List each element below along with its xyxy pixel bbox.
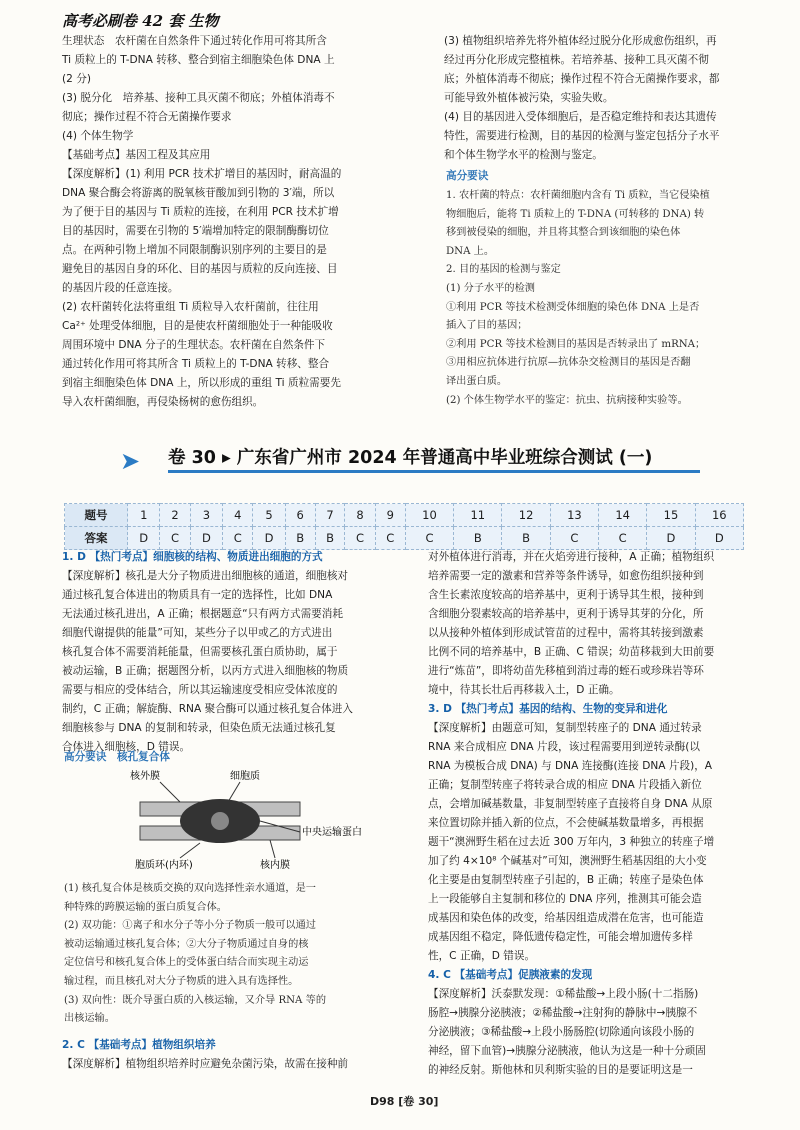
text-line: 被动运输，B 正确；据题图分析，以丙方式进入细胞核的物质 xyxy=(62,665,349,677)
left-column-bottom xyxy=(62,548,414,757)
answer-key-table xyxy=(64,503,744,550)
text-line: 培养需要一定的激素和营养等条件诱导，如愈伤组织接种到 xyxy=(428,570,704,582)
left-tip-title: 高分要诀 核孔复合体 xyxy=(64,751,170,763)
text-line: 的神经反射。斯他林和贝利斯实验的目的是要证明这是一 xyxy=(428,1064,693,1076)
question-number: 10 xyxy=(405,504,453,527)
question-number: 11 xyxy=(454,504,502,527)
text-line: (3) 双向性：既介导蛋白质的入核运输，又介导 RNA 等的 xyxy=(64,994,327,1006)
text-line: 经过再分化形成完整植株。若培养基、接种工具灭菌不彻 xyxy=(444,54,709,66)
text-line: 制约，C 正确；解旋酶、RNA 聚合酶可以通过核孔复合体进入 xyxy=(62,703,353,715)
answer-cell: C xyxy=(345,527,375,550)
right-column-bottom xyxy=(428,548,744,1080)
text-line: 合体进入细胞核，D 错误。 xyxy=(62,741,191,753)
question-number: 2 xyxy=(160,504,190,527)
answer-cell: C xyxy=(405,527,453,550)
text-line: 【深度解析】植物组织培养时应避免杂菌污染，故需在接种前 xyxy=(62,1058,349,1070)
left-tip-body xyxy=(64,880,414,1029)
text-line: (1) 核孔复合体是核质交换的双向选择性亲水通道，是一 xyxy=(64,883,316,894)
paper-plane-icon: ➤ xyxy=(120,447,141,475)
answer-cell: D xyxy=(695,527,743,550)
text-line: 目的基因时，需要在引物的 5′端增加特定的限制酶酶切位 xyxy=(62,225,329,237)
text-line: 【深度解析】由题意可知，复制型转座子的 DNA 通过转录 xyxy=(428,722,702,734)
nuclear-pore-diagram xyxy=(110,768,370,870)
text-line: 出核运输。 xyxy=(64,1013,115,1025)
text-line: 分泌胰液；③稀盐酸→上段小肠肠腔(切除通向该段小肠的 xyxy=(428,1026,695,1038)
text-line: 3. D 【热门考点】基因的结构、生物的变异和进化 xyxy=(428,703,668,715)
question-number: 7 xyxy=(315,504,345,527)
text-line: 底；外植体消毒不彻底；操作过程不符合无菌操作要求，都 xyxy=(444,73,720,85)
answer-cell: D xyxy=(253,527,285,550)
text-line: 通过核孔复合体进出的物质具有一定的选择性，比如 DNA xyxy=(62,589,333,601)
label-cytoplasm: 细胞质 xyxy=(230,771,260,782)
text-line: 含生长素浓度较高的培养基中，更利于诱导其生根，接种到 xyxy=(428,589,704,601)
question-number: 15 xyxy=(647,504,695,527)
text-line: ②利用 PCR 等技术检测目的基因是否转录出了 mRNA； xyxy=(446,338,706,350)
answer-cell: C xyxy=(599,527,647,550)
banner-title: 卷 30 ▸ 广东省广州市 2024 年普通高中毕业班综合测试 (一) xyxy=(168,448,653,468)
question-number: 16 xyxy=(695,504,743,527)
question-number: 14 xyxy=(599,504,647,527)
text-line: 化主要是由复制型转座子引起的，B 正确；转座子是染色体 xyxy=(428,874,704,886)
text-line: (4) 目的基因进入受体细胞后，是否稳定维持和表达其遗传 xyxy=(444,111,717,123)
text-line: 物细胞后，能将 Ti 质粒上的 T-DNA (可转移的 DNA) 转 xyxy=(446,208,705,220)
text-line: DNA 聚合酶会将游离的脱氧核苷酸加到引物的 3′端，所以 xyxy=(62,187,335,199)
text-line: 进行“炼苗”，即将幼苗先移植到消过毒的蛭石或珍珠岩等环 xyxy=(428,665,704,677)
question-number: 12 xyxy=(502,504,550,527)
answer-cell: C xyxy=(223,527,253,550)
text-line: 需要与相应的受体结合，所以其运输速度受相应受体浓度的 xyxy=(62,684,338,696)
question-number: 1 xyxy=(128,504,160,527)
text-line: 为了便于目的基因与 Ti 质粒的连接，在利用 PCR 技术扩增 xyxy=(62,206,339,218)
text-line: 插入了目的基因； xyxy=(446,320,528,332)
text-line: 比例不同的培养基中，B 正确、C 错误；幼苗移栽到大田前要 xyxy=(428,646,715,658)
label-cytoplasmic-ring: 胞质环(内环) xyxy=(135,860,193,870)
text-line: (3) 脱分化 培养基、接种工具灭菌不彻底；外植体消毒不 xyxy=(62,92,335,104)
question-number: 9 xyxy=(375,504,405,527)
answer-cell: B xyxy=(315,527,345,550)
left-q2 xyxy=(62,1036,414,1074)
text-line: 到宿主细胞染色体 DNA 上，所以形成的重组 Ti 质粒需要先 xyxy=(62,377,341,389)
text-line: RNA 为模板合成 DNA) 与 DNA 连接酶(连接 DNA 片段)，A xyxy=(428,760,713,772)
text-line: 【深度解析】(1) 利用 PCR 技术扩增目的基因时，耐高温的 xyxy=(62,168,342,180)
answer-cell: B xyxy=(454,527,502,550)
row-label: 答案 xyxy=(65,527,128,550)
text-line: 核孔复合体不需要消耗能量，但需要核孔蛋白质协助，属于 xyxy=(62,646,338,658)
text-line: (4) 个体生物学 xyxy=(62,130,134,142)
text-line: 2. 目的基因的检测与鉴定 xyxy=(446,264,561,276)
text-line: (2) 农杆菌转化法将重组 Ti 质粒导入农杆菌前，往往用 xyxy=(62,301,319,313)
text-line: 2. C 【基础考点】植物组织培养 xyxy=(62,1039,216,1051)
label-central-transporter: 中央运输蛋白 xyxy=(302,827,362,838)
text-line: 1. 农杆菌的特点：农杆菌细胞内含有 Ti 质粒，当它侵染植 xyxy=(446,190,710,201)
right-tip-body xyxy=(446,187,746,410)
text-line: 细胞代谢提供的能量”可知，某些分子以甲或乙的方式进出 xyxy=(62,627,333,639)
text-line: 无法通过核孔进出，A 正确；根据题意“只有两方式需要消耗 xyxy=(62,608,343,620)
text-line: 特性，需要进行检测，目的基因的检测与鉴定包括分子水平 xyxy=(444,130,720,142)
left-column-top xyxy=(62,32,414,412)
text-line: Ti 质粒上的 T-DNA 转移、整合到宿主细胞染色体 DNA 上 xyxy=(62,54,335,66)
text-line: (2 分) xyxy=(62,73,91,85)
text-line: Ca²⁺ 处理受体细胞，目的是使农杆菌细胞处于一种能吸收 xyxy=(62,320,333,332)
text-line: 种特殊的跨膜运输的蛋白质复合体。 xyxy=(64,901,227,913)
text-line: DNA 上。 xyxy=(446,245,495,257)
question-number: 5 xyxy=(253,504,285,527)
text-line: (2) 双功能：①离子和水分子等小分子物质一般可以通过 xyxy=(64,920,316,932)
text-line: 4. C 【基础考点】促胰液素的发现 xyxy=(428,969,593,981)
text-line: 加了约 4×10⁸ 个碱基对”可知，澳洲野生稻基因组的大小变 xyxy=(428,855,707,867)
text-line: 被动运输通过核孔复合体；②大分子物质通过自身的核 xyxy=(64,938,309,950)
page-footer: D98 [卷 30] xyxy=(370,1095,439,1108)
text-line: 的基因片段的任意连接。 xyxy=(62,282,179,294)
text-line: 彻底；操作过程不符合无菌操作要求 xyxy=(62,111,232,123)
text-line: 译出蛋白质。 xyxy=(446,375,508,387)
answer-cell: D xyxy=(190,527,222,550)
text-line: 成基因组不稳定，降低遗传稳定性，可能会增加遗传多样 xyxy=(428,931,693,943)
answer-cell: C xyxy=(160,527,190,550)
text-line: 避免目的基因自身的环化、目的基因与质粒的反向连接、目 xyxy=(62,263,338,275)
answer-cell: D xyxy=(647,527,695,550)
text-line: 细胞核参与 DNA 的复制和转录，但染色质无法通过核孔复 xyxy=(62,722,336,734)
text-line: 【深度解析】沃泰默发现：①稀盐酸→上段小肠(十二指肠) xyxy=(428,988,699,1000)
answer-cell: B xyxy=(285,527,315,550)
text-line: 来位置切除并插入新的位点，不会使碱基数量增多，再根据 xyxy=(428,817,704,829)
text-line: 神经，留下血管)→胰腺分泌胰液，他认为这是一种十分顽固 xyxy=(428,1045,706,1057)
question-number: 13 xyxy=(550,504,598,527)
banner-underline xyxy=(168,470,700,473)
right-tip-title: 高分要诀 xyxy=(446,170,489,182)
text-line: 境中，待其长壮后再移栽入土，D 正确。 xyxy=(428,684,620,696)
answer-cell: D xyxy=(128,527,160,550)
text-line: 【基础考点】基因工程及其应用 xyxy=(62,149,211,161)
text-line: 导入农杆菌细胞，再侵染杨树的愈伤组织。 xyxy=(62,396,264,408)
text-line: (3) 植物组织培养先将外植体经过脱分化形成愈伤组织，再 xyxy=(444,35,717,47)
text-line: 通过转化作用可将其所含 Ti 质粒上的 T-DNA 转移、整合 xyxy=(62,358,330,370)
text-line: 点，会增加碱基数量，非复制型转座子直接将自身 DNA 从原 xyxy=(428,798,713,810)
text-line: RNA 来合成相应 DNA 片段，该过程需要用到逆转录酶(以 xyxy=(428,741,700,753)
text-line: 点。在两种引物上增加不同限制酶识别序列的主要目的是 xyxy=(62,244,327,256)
text-line: 生理状态 农杆菌在自然条件下通过转化作用可将其所含 xyxy=(62,35,327,47)
text-line: 肠腔→胰腺分泌胰液；②稀盐酸→注射狗的静脉中→胰腺不 xyxy=(428,1007,698,1019)
text-line: 定位信号和核孔复合体上的受体蛋白结合而实现主动运 xyxy=(64,957,309,969)
text-line: 以从接种外植体到形成试管苗的过程中，需将其转接到激素 xyxy=(428,627,704,639)
text-line: 1. D 【热门考点】细胞核的结构、物质进出细胞的方式 xyxy=(62,551,323,563)
text-line: 含细胞分裂素较高的培养基中，更利于诱导其芽的分化，所 xyxy=(428,608,704,620)
text-line: (1) 分子水平的检测 xyxy=(446,282,535,294)
text-line: (2) 个体生物学水平的鉴定：抗虫、抗病接种实验等。 xyxy=(446,394,688,406)
text-line: ①利用 PCR 等技术检测受体细胞的染色体 DNA 上是否 xyxy=(446,301,700,313)
text-line: 周围环境中 DNA 分子的生理状态。农杆菌在自然条件下 xyxy=(62,339,326,351)
row-label: 题号 xyxy=(65,504,128,527)
answer-cell: C xyxy=(550,527,598,550)
answer-cell: B xyxy=(502,527,550,550)
right-column-top xyxy=(444,32,744,165)
page-header: 高考必刷卷 42 套 生物 xyxy=(62,12,219,30)
text-line: 【深度解析】核孔是大分子物质进出细胞核的通道，细胞核对 xyxy=(62,570,349,582)
text-line: 移到被侵染的细胞，并且将其整合到该细胞的染色体 xyxy=(446,227,681,239)
label-inner-membrane: 核内膜 xyxy=(260,860,290,870)
question-number: 4 xyxy=(223,504,253,527)
text-line: 可能导致外植体被污染，实验失败。 xyxy=(444,92,614,104)
text-line: 对外植体进行消毒，并在火焰旁进行接种，A 正确；植物组织 xyxy=(428,551,715,563)
text-line: 题干“澳洲野生稻在过去近 300 万年内，3 种独立的转座子增 xyxy=(428,836,715,848)
question-number: 3 xyxy=(190,504,222,527)
text-line: ③用相应抗体进行抗原—抗体杂交检测目的基因是否翻 xyxy=(446,357,691,369)
question-number: 8 xyxy=(345,504,375,527)
text-line: 成基因和染色体的改变，给基因组造成潜在危害，也可能造 xyxy=(428,912,704,924)
answer-cell: C xyxy=(375,527,405,550)
question-number: 6 xyxy=(285,504,315,527)
text-line: 和个体生物学水平的检测与鉴定。 xyxy=(444,149,603,161)
text-line: 输过程，而且核孔对大分子物质的进入具有选择性。 xyxy=(64,975,299,987)
text-line: 正确；复制型转座子将转录合成的相应 DNA 片段插入新位 xyxy=(428,779,702,791)
label-outer-membrane: 核外膜 xyxy=(130,771,160,782)
exam-banner xyxy=(120,441,700,473)
text-line: 上一段能够自主复制和移位的 DNA 序列，推测其可能会造 xyxy=(428,893,702,905)
text-line: 性，C 正确，D 错误。 xyxy=(428,950,536,962)
